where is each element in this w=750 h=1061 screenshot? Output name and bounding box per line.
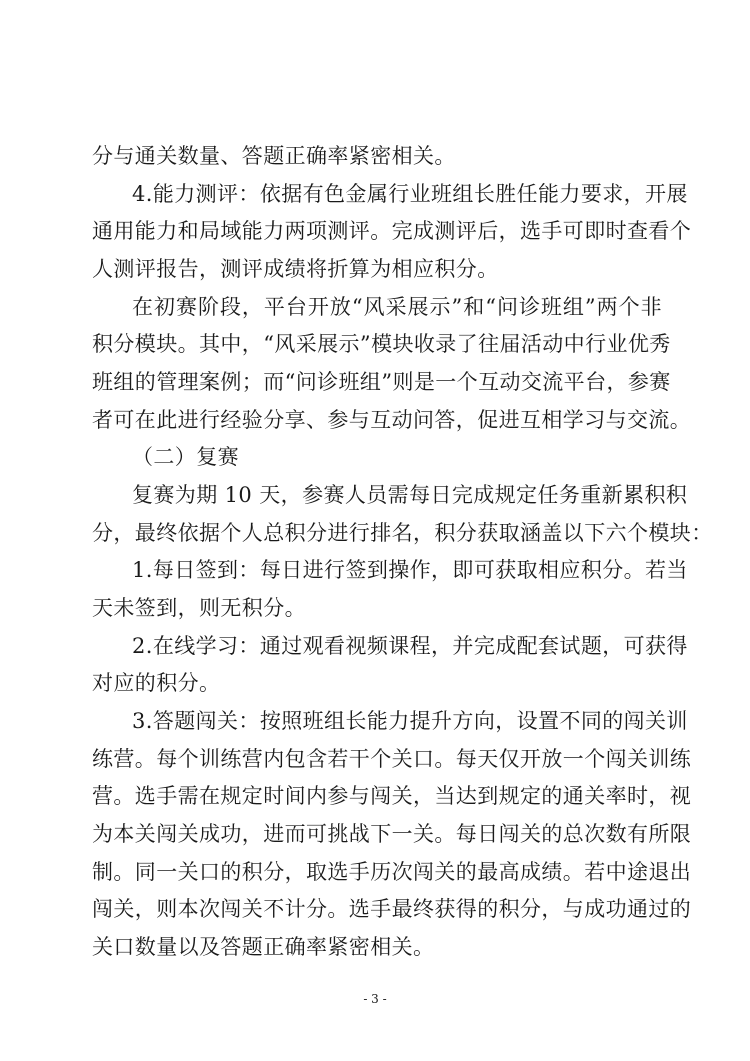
paragraph-line: 闯关，则本次闯关不计分。选手最终获得的积分，与成功通过的 <box>92 897 692 921</box>
paragraph-line: 练营。每个训练营内包含若干个关口。每天仅开放一个闯关训练 <box>92 747 692 771</box>
paragraph-line: 积分模块。其中，“风采展示”模块收录了往届活动中行业优秀 <box>92 332 671 356</box>
paragraph-line: 者可在此进行经验分享、参与互动问答，促进互相学习与交流。 <box>92 408 692 432</box>
paragraph-line: 分，最终依据个人总积分进行排名，积分获取涵盖以下六个模块： <box>92 521 713 545</box>
paragraph-line: 为本关闯关成功，进而可挑战下一关。每日闯关的总次数有所限 <box>92 822 692 846</box>
page-number: - 3 - <box>363 992 387 1006</box>
paragraph-line: 4.能力测评：依据有色金属行业班组长胜任能力要求，开展 <box>132 182 688 206</box>
paragraph-line: 制。同一关口的积分，取选手历次闯关的最高成绩。若中途退出 <box>92 860 692 884</box>
paragraph-line: 3.答题闯关：按照班组长能力提升方向，设置不同的闯关训 <box>132 709 688 733</box>
paragraph-line: 人测评报告，测评成绩将折算为相应积分。 <box>92 257 499 281</box>
paragraph-line: 1.每日签到：每日进行签到操作，即可获取相应积分。若当 <box>132 558 688 582</box>
paragraph-line: 通用能力和局域能力两项测评。完成测评后，选手可即时查看个 <box>92 219 692 243</box>
paragraph-line: 复赛为期 10 天，参赛人员需每日完成规定任务重新累积积 <box>132 483 688 507</box>
paragraph-line: 天未签到，则无积分。 <box>92 596 306 620</box>
section-heading: （二）复赛 <box>132 445 239 469</box>
paragraph-line: 关口数量以及答题正确率紧密相关。 <box>92 935 435 959</box>
paragraph-line: 营。选手需在规定时间内参与闯关，当达到规定的通关率时，视 <box>92 784 692 808</box>
paragraph-line: 分与通关数量、答题正确率紧密相关。 <box>92 144 456 168</box>
paragraph-line: 在初赛阶段，平台开放“风采展示”和“问诊班组”两个非 <box>132 295 662 319</box>
paragraph-line: 班组的管理案例；而“问诊班组”则是一个互动交流平台，参赛 <box>92 370 671 394</box>
paragraph-line: 对应的积分。 <box>92 671 221 695</box>
paragraph-line: 2.在线学习：通过观看视频课程，并完成配套试题，可获得 <box>132 634 688 658</box>
